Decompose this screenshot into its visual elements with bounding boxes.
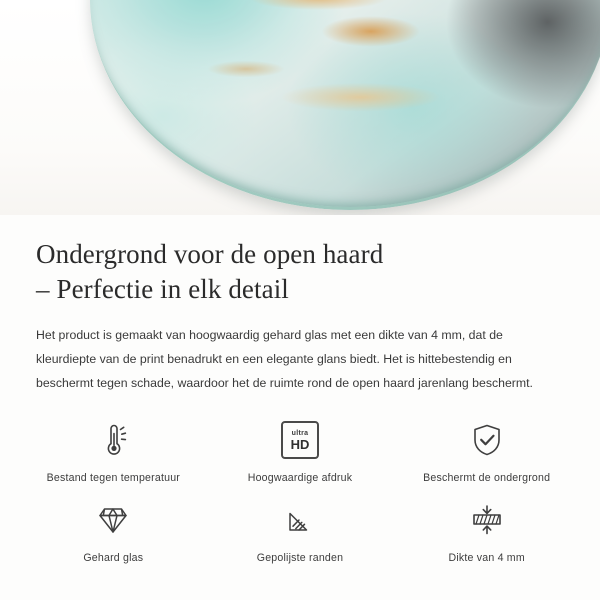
content-block (0, 215, 600, 396)
feature-label: Beschermt de ondergrond (423, 472, 551, 484)
hero-image (0, 0, 600, 215)
headline-line-1: Ondergrond voor de open haard (36, 239, 384, 269)
ultra-hd-top-label: ultra (291, 429, 309, 437)
feature-polished-edges (207, 498, 394, 564)
feature-surface-protection (393, 418, 580, 484)
feature-print-quality (207, 418, 394, 484)
ultra-hd-bottom-label: HD (290, 436, 310, 452)
feature-label: Hoogwaardige afdruk (247, 472, 353, 484)
thickness-arrows-icon (465, 498, 509, 542)
shield-check-icon (466, 418, 508, 462)
diamond-icon (92, 498, 134, 542)
polished-edges-icon (279, 498, 321, 542)
ultra-hd-icon (281, 418, 319, 462)
feature-thickness (393, 498, 580, 564)
feature-tempered-glass (20, 498, 207, 564)
description-paragraph: Het product is gemaakt van hoogwaardig gehard glas met een dikte van 4 mm, dat de kleurdiepte van de print benadrukt en een elegante glans biedt. Het is hittebestendig en beschermt tegen schade, waardoor het de ruimte rond de open haard jarenlang beschermt. (36, 328, 533, 391)
feature-label: Bestand tegen temperatuur (46, 472, 181, 484)
feature-label: Gepolijste randen (256, 552, 344, 564)
feature-grid (0, 418, 600, 564)
feature-temperature (20, 418, 207, 484)
feature-label: Dikte van 4 mm (448, 552, 525, 564)
headline-line-2: – Perfectie in elk detail (36, 273, 289, 304)
thermometer-icon (93, 418, 133, 462)
feature-label: Gehard glas (83, 552, 144, 564)
glass-plate-image (90, 0, 600, 210)
page-title (36, 237, 564, 306)
